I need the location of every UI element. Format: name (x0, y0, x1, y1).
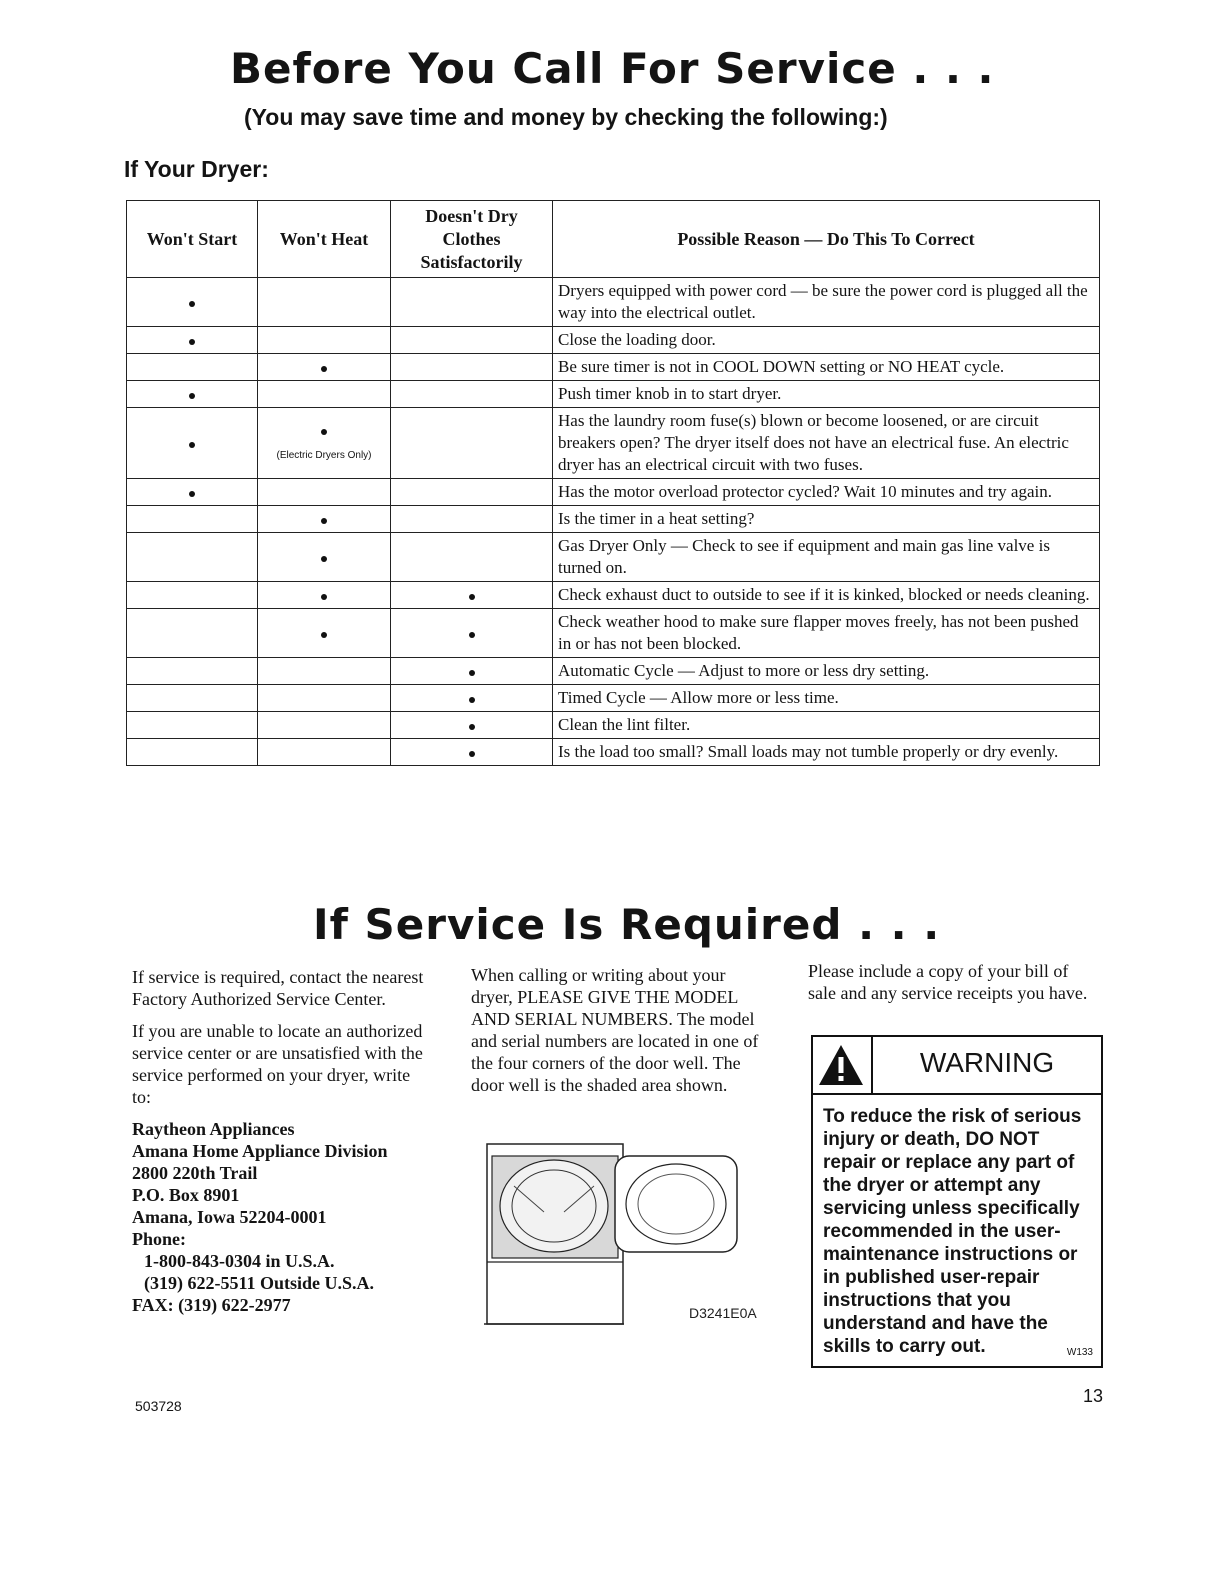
address-fax: FAX: (319) 622-2977 (132, 1295, 291, 1315)
service-write-paragraph: If you are unable to locate an authorized service center or are unsatisfied with the service performed on your dryer, write to: (132, 1021, 423, 1107)
cell-wont-heat (258, 479, 391, 506)
table-row (127, 479, 1100, 506)
bullet-dot-icon (469, 594, 475, 600)
address-phone-us: 1-800-843-0304 in U.S.A. (144, 1251, 335, 1271)
page-title: Before You Call For Service . . . (230, 44, 995, 93)
warning-icon-cell (813, 1037, 873, 1093)
cell-wont-start (127, 408, 258, 479)
cell-wont-heat (258, 506, 391, 533)
address-line: 2800 220th Trail (132, 1163, 258, 1183)
bullet-dot-icon (321, 518, 327, 524)
table-row (127, 712, 1100, 739)
address-line: Amana Home Appliance Division (132, 1141, 388, 1161)
cell-wont-start (127, 533, 258, 582)
cell-reason: Has the motor overload protector cycled? Wait 10 minutes and try again. (553, 479, 1100, 506)
bullet-dot-icon (189, 339, 195, 345)
warning-code: W133 (1066, 1347, 1093, 1358)
warning-title: WARNING (919, 1047, 1055, 1078)
section-label: If Your Dryer: (124, 156, 269, 182)
header-doesnt-dry: Doesn't Dry Clothes Satisfactorily (391, 201, 553, 278)
cell-wont-start (127, 739, 258, 766)
table-header-row (127, 201, 1100, 278)
cell-note: (Electric Dryers Only) (276, 450, 372, 461)
cell-reason: Timed Cycle — Allow more or less time. (553, 685, 1100, 712)
cell-wont-heat (258, 278, 391, 327)
table-row (127, 327, 1100, 354)
page-subtitle: (You may save time and money by checking the following:) (244, 104, 888, 130)
cell-reason: Dryers equipped with power cord — be sure the power cord is plugged all the way into the electrical outlet. (553, 278, 1100, 327)
cell-reason: Check exhaust duct to outside to see if it is kinked, blocked or needs cleaning. (553, 582, 1100, 609)
header-possible-reason: Possible Reason — Do This To Correct (553, 201, 1100, 278)
table-row (127, 609, 1100, 658)
warning-box (811, 1035, 1103, 1368)
address-phone-intl: (319) 622-5511 Outside U.S.A. (144, 1273, 375, 1293)
bullet-dot-icon (469, 632, 475, 638)
service-column-2 (471, 964, 771, 1106)
table-row (127, 582, 1100, 609)
cell-wont-start (127, 381, 258, 408)
bullet-dot-icon (469, 751, 475, 757)
service-title: If Service Is Required . . . (313, 900, 941, 949)
cell-reason: Close the loading door. (553, 327, 1100, 354)
cell-wont-start (127, 685, 258, 712)
cell-wont-heat (258, 685, 391, 712)
cell-reason: Check weather hood to make sure flapper moves freely, has not been pushed in or has not been blocked. (553, 609, 1100, 658)
cell-reason: Be sure timer is not in COOL DOWN setting or NO HEAT cycle. (553, 354, 1100, 381)
cell-doesnt-dry (391, 582, 553, 609)
cell-reason: Push timer knob in to start dryer. (553, 381, 1100, 408)
bullet-dot-icon (321, 429, 327, 435)
service-column-3 (808, 960, 1100, 1014)
bullet-dot-icon (189, 491, 195, 497)
bullet-dot-icon (321, 556, 327, 562)
cell-doesnt-dry (391, 712, 553, 739)
address-line: P.O. Box 8901 (132, 1185, 240, 1205)
bullet-dot-icon (469, 697, 475, 703)
table-row (127, 506, 1100, 533)
bill-of-sale-paragraph: Please include a copy of your bill of sale and any service receipts you have. (808, 961, 1088, 1003)
warning-header (813, 1037, 1101, 1095)
cell-doesnt-dry (391, 381, 553, 408)
service-column-1 (132, 966, 432, 1316)
cell-wont-start (127, 658, 258, 685)
warning-text: To reduce the risk of serious injury or death, DO NOT repair or replace any part of the dryer or attempt any servicing unless specifically recommended in the user-maintenance instructions or in published user-repair instructions that you understand and have the skills to carry out. (823, 1106, 1082, 1357)
table-row (127, 408, 1100, 479)
cell-reason: Gas Dryer Only — Check to see if equipment and main gas line valve is turned on. (553, 533, 1100, 582)
bullet-dot-icon (189, 301, 195, 307)
cell-wont-start (127, 479, 258, 506)
cell-wont-heat (258, 354, 391, 381)
table-row (127, 685, 1100, 712)
header-wont-start: Won't Start (127, 201, 258, 278)
cell-doesnt-dry (391, 533, 553, 582)
cell-wont-start (127, 354, 258, 381)
address-line: Amana, Iowa 52204-0001 (132, 1207, 327, 1227)
cell-reason: Automatic Cycle — Adjust to more or less dry setting. (553, 658, 1100, 685)
cell-reason: Is the timer in a heat setting? (553, 506, 1100, 533)
cell-doesnt-dry (391, 354, 553, 381)
cell-wont-heat (258, 381, 391, 408)
cell-doesnt-dry (391, 278, 553, 327)
header-wont-heat: Won't Heat (258, 201, 391, 278)
table-row (127, 381, 1100, 408)
table-row (127, 533, 1100, 582)
cell-reason: Is the load too small? Small loads may not tumble properly or dry evenly. (553, 739, 1100, 766)
cell-doesnt-dry (391, 327, 553, 354)
cell-doesnt-dry (391, 685, 553, 712)
table-row (127, 278, 1100, 327)
dryer-door-well-figure (484, 1134, 757, 1330)
cell-wont-start (127, 506, 258, 533)
page-number: 13 (1083, 1386, 1104, 1406)
cell-doesnt-dry (391, 479, 553, 506)
cell-reason: Clean the lint filter. (553, 712, 1100, 739)
cell-reason: Has the laundry room fuse(s) blown or become loosened, or are circuit breakers open? The dryer itself does not have an electrical fuse. An electric dryer has an electrical circuit with two fuses. (553, 408, 1100, 479)
cell-wont-heat (258, 408, 391, 479)
bullet-dot-icon (469, 724, 475, 730)
cell-doesnt-dry (391, 658, 553, 685)
table-row (127, 739, 1100, 766)
cell-wont-heat (258, 582, 391, 609)
table-row (127, 658, 1100, 685)
cell-wont-start (127, 582, 258, 609)
cell-wont-heat (258, 712, 391, 739)
cell-wont-start (127, 712, 258, 739)
cell-wont-start (127, 278, 258, 327)
figure-code: D3241E0A (689, 1305, 757, 1321)
address-line: Phone: (132, 1229, 186, 1249)
cell-wont-start (127, 327, 258, 354)
cell-wont-heat (258, 327, 391, 354)
bullet-dot-icon (189, 393, 195, 399)
cell-wont-start (127, 609, 258, 658)
bullet-dot-icon (189, 442, 195, 448)
cell-wont-heat (258, 739, 391, 766)
cell-wont-heat (258, 658, 391, 685)
table-row (127, 354, 1100, 381)
cell-doesnt-dry (391, 609, 553, 658)
bullet-dot-icon (469, 670, 475, 676)
cell-doesnt-dry (391, 506, 553, 533)
service-address (132, 1118, 432, 1316)
troubleshooting-table (126, 200, 1100, 766)
warning-triangle-icon (813, 1037, 869, 1093)
cell-doesnt-dry (391, 408, 553, 479)
cell-wont-heat (258, 533, 391, 582)
document-number: 503728 (135, 1398, 182, 1414)
address-line: Raytheon Appliances (132, 1119, 295, 1139)
bullet-dot-icon (321, 366, 327, 372)
cell-wont-heat (258, 609, 391, 658)
service-contact-paragraph: If service is required, contact the nearest Factory Authorized Service Center. (132, 967, 424, 1009)
bullet-dot-icon (321, 594, 327, 600)
bullet-dot-icon (321, 632, 327, 638)
cell-doesnt-dry (391, 739, 553, 766)
model-serial-paragraph: When calling or writing about your dryer, PLEASE GIVE THE MODEL AND SERIAL NUMBERS. The model and serial numbers are located in one of the four corners of the door well. The door well is the shaded area shown. (471, 965, 759, 1095)
